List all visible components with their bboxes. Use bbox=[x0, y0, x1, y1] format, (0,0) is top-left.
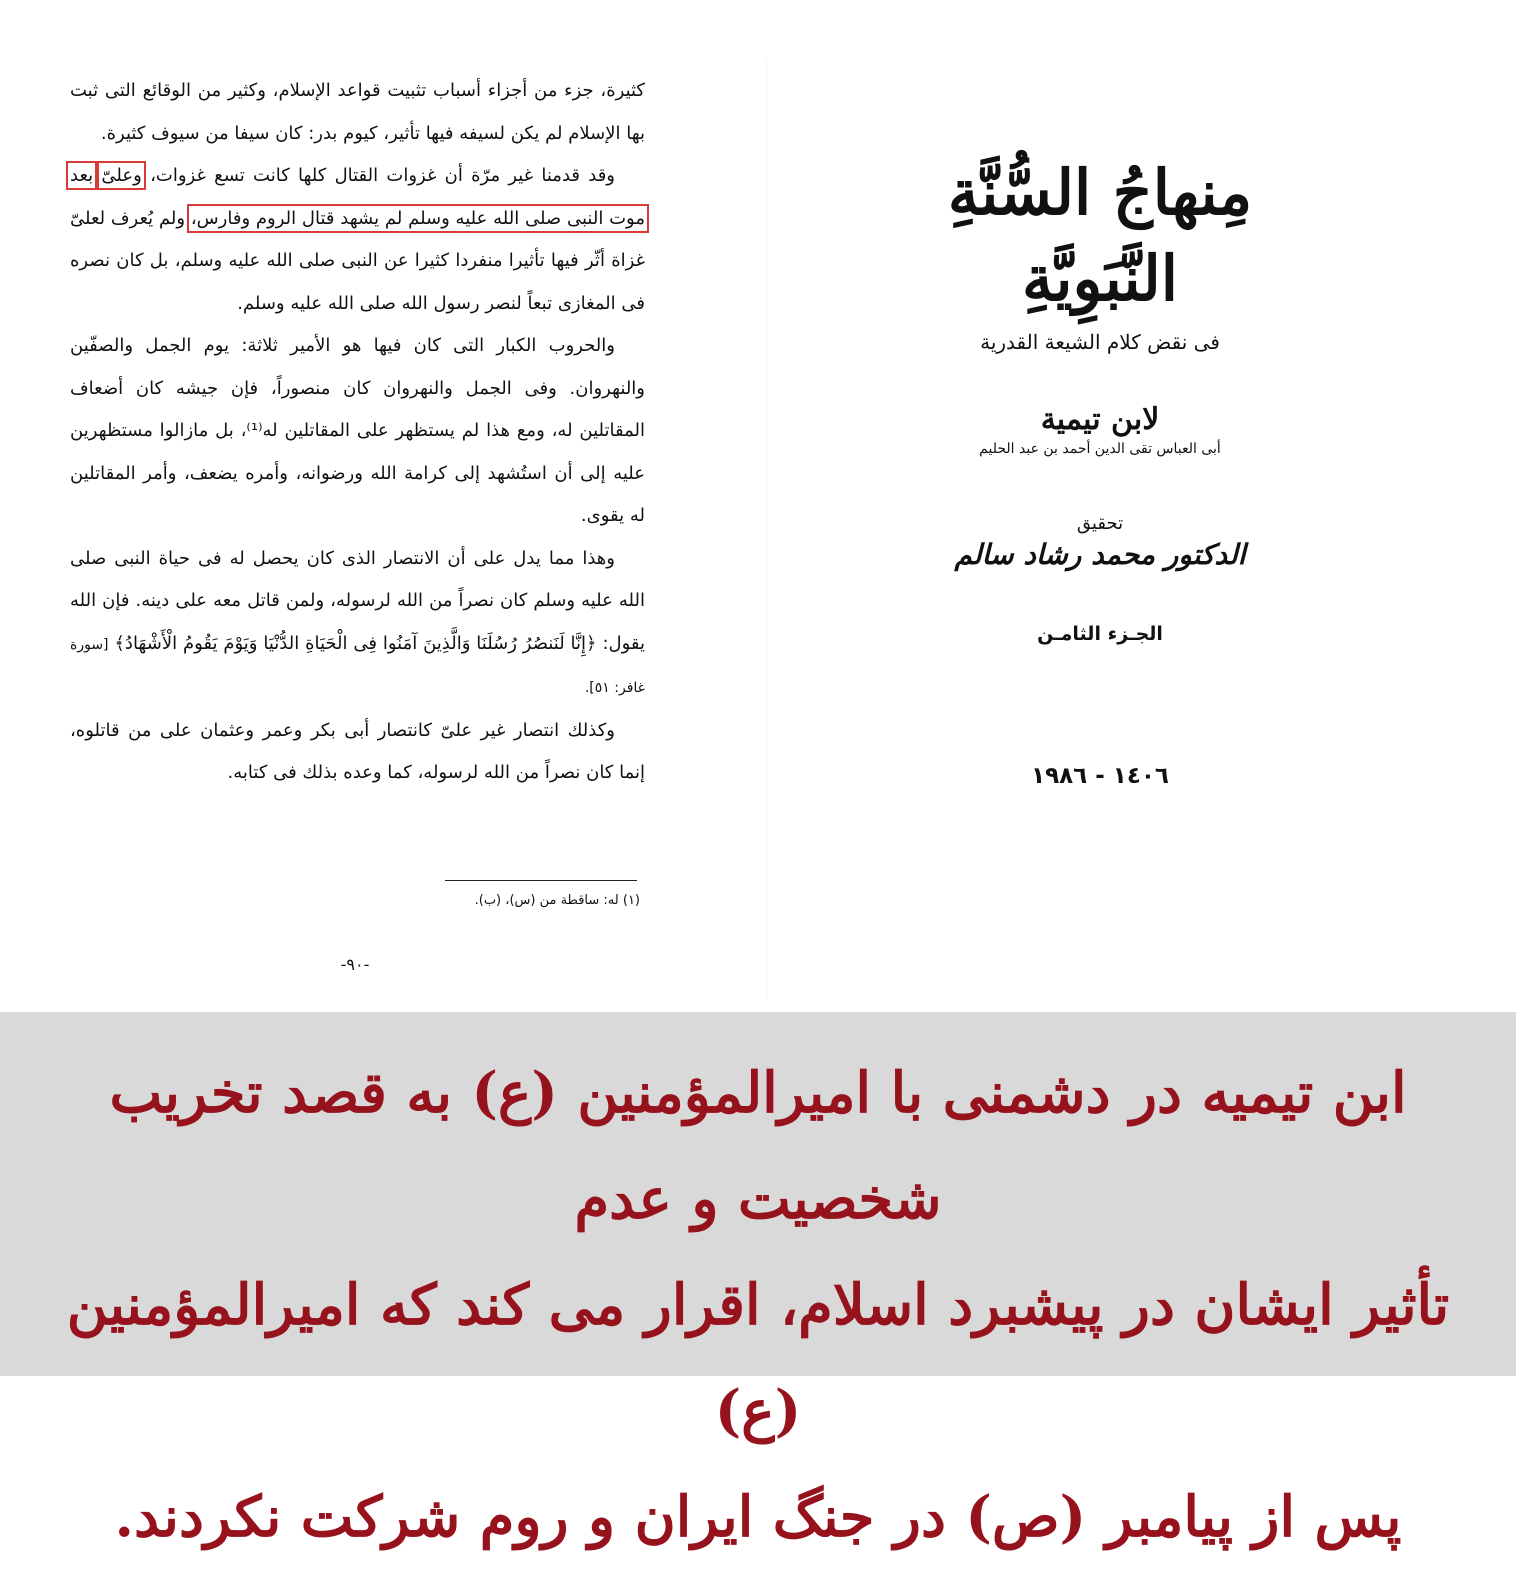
text-line: كثيرة، جزء من أجزاء أسباب تثبيت قواعد الإسلام، وكثير من الوقائع bbox=[142, 80, 645, 101]
book-subtitle: فى نقض كلام الشيعة القدرية bbox=[980, 330, 1220, 354]
paragraph-2-rest: ولم يُعرف لعلىّ غزاة أثّر فيها تأثيرا منفردا كثيرا عن النبى صلى الله عليه وسلم، بل كان نصره فى المغازى تبعاً لنصر رسول الله صلى الله عليه وسلم. bbox=[70, 207, 645, 314]
page-gutter bbox=[766, 60, 767, 1000]
left-page-body bbox=[70, 70, 645, 795]
editor-name: الدكتور محمد رشاد سالم bbox=[954, 538, 1246, 571]
highlight-phrase-box: بعد موت النبى صلى الله عليه وسلم لم يشهد قتال الروم وفارس، bbox=[70, 165, 645, 229]
author-full-name: أبى العباس تقى الدين أحمد بن عبد الحليم bbox=[979, 441, 1221, 457]
footnote: (١) له: ساقطة من (س)، (ب). bbox=[474, 893, 640, 908]
caption-line: ابن تیمیه در دشمنی با امیرالمؤمنین (ع) به قصد تخریب شخصیت و عدم bbox=[109, 1060, 1407, 1232]
text-line: سيوف كثيرة. bbox=[100, 122, 200, 144]
text-line: التى ثبت بها الإسلام لم يكن لسيفه فيها تأثير، كيوم بدر: كان سيفا من bbox=[70, 80, 645, 144]
caption-line: تأثیر ایشان در پیشبرد اسلام، اقرار می کند که امیرالمؤمنین (ع) bbox=[66, 1272, 1450, 1444]
title-page bbox=[860, 150, 1340, 789]
publication-years: ١٤٠٦ - ١٩٨٦ bbox=[1031, 763, 1169, 789]
footnote-divider bbox=[445, 880, 637, 881]
highlight-word-box: وعلىّ bbox=[101, 165, 142, 186]
paragraph-3: والحروب الكبار التى كان فيها هو الأمير ثلاثة: يوم الجمل والصفّين والنهروان. وفى الجمل والنهروان كان منصوراً، فإن جيشه كان أضعاف المقاتلين له، ومع هذا لم يستظهر على المقاتلين له⁽¹⁾، بل مازالوا مستظهرين عليه إلى أن استُشهد إلى كرامة الله ورضوانه، وأمره يضعف، وأمر المقاتلين له يقوى. bbox=[70, 335, 645, 526]
caption-banner bbox=[0, 1012, 1516, 1550]
paragraph-5: وكذلك انتصار غير علىّ كانتصار أبى بكر وعمر وعثمان على من قاتلوه، إنما كان نصراً من الله لرسوله، كما وعده بذلك فى كتابه. bbox=[70, 719, 645, 783]
quran-reference: [سورة غافر: ٥١]. bbox=[70, 636, 645, 696]
paragraph-4-text: وهذا مما يدل على أن الانتصار الذى كان يحصل له فى حياة النبى صلى الله عليه وسلم كان نصراً من الله لرسوله، ولمن قاتل معه على دينه. فإن الله يقول: ﴿إِنَّا لَنَنصُرُ رُسُلَنَا وَالَّذِينَ آمَنُوا فِى الْحَيَاةِ الدُّنْيَا وَيَوْمَ يَقُومُ الْأَشْهَادُ﴾ bbox=[70, 547, 645, 654]
editor-label: تحقيق bbox=[1076, 513, 1124, 534]
author-name: لابن تيمية bbox=[1040, 402, 1160, 437]
caption-text bbox=[30, 1040, 1486, 1570]
caption-line: پس از پیامبر (ص) در جنگ ایران و روم شرکت نکردند. bbox=[114, 1484, 1402, 1550]
paragraph-1 bbox=[70, 70, 645, 155]
page-number: -٩٠- bbox=[340, 955, 370, 974]
volume-label: الجـزء الثامـن bbox=[1037, 623, 1163, 645]
paragraph-4 bbox=[70, 538, 645, 710]
paragraph-2-start: وقد قدمنا غير مرّة أن غزوات القتال كلها كانت تسع غزوات، bbox=[141, 165, 615, 186]
paragraph-2 bbox=[70, 155, 645, 325]
book-title: مِنهاجُ السُّنَّةِ النَّبَوِيَّةِ bbox=[947, 156, 1253, 315]
